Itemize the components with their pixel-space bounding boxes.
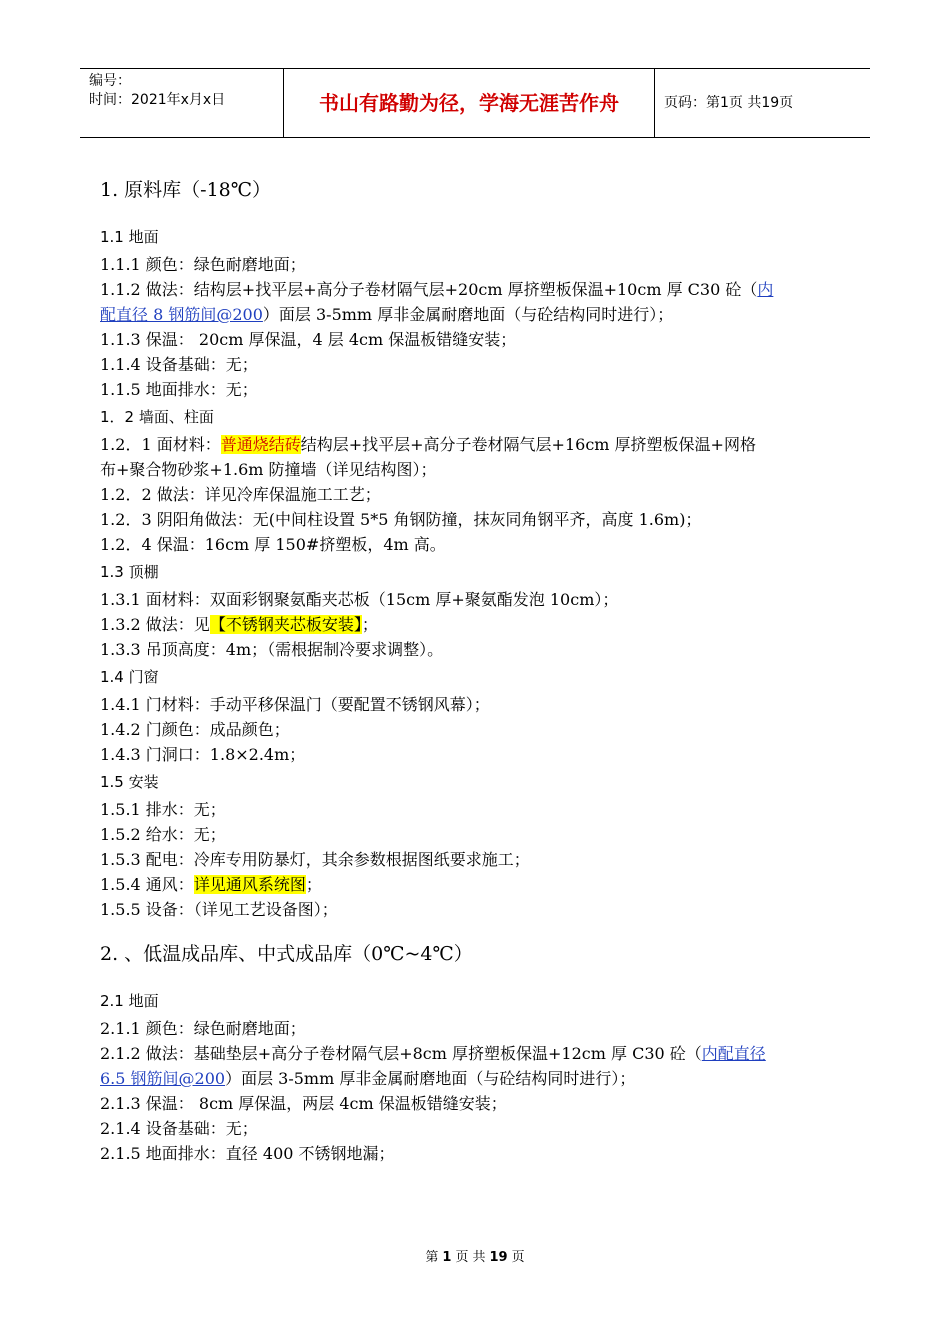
item-1-1-2 [100, 277, 860, 302]
section-1-title: 1. 原料库（-18℃） [100, 179, 272, 201]
footer-word-ye: 页 [455, 1250, 469, 1265]
item-1-1-3: 1.1.3 保温： 20cm 厚保温，4 层 4cm 保温板错缝安装； [100, 330, 517, 349]
item-1-5-4 [100, 872, 860, 897]
subsection-1-1-title: 1.1 地面 [100, 228, 159, 246]
rebar-spec-link-cont[interactable]: 配直径 8 钢筋间@200 [100, 305, 263, 324]
item-1-3-2-label: 1.3.2 做法：见 [100, 615, 210, 634]
item-1-2-1 [100, 432, 860, 457]
item-1-5-4-label: 1.5.4 通风： [100, 875, 194, 894]
subsection-1-2-title: 1．2 墙面、柱面 [100, 408, 214, 426]
rebar-spec-link-2[interactable]: 内配直径 [701, 1044, 766, 1063]
footer-word-gong: 共 [472, 1250, 486, 1265]
highlight-panel-install: 【不锈钢夹芯板安装】 [209, 615, 362, 634]
item-2-1-2-text: 2.1.2 做法：基础垫层+高分子卷材隔气层+8cm 厚挤塑板保温+12cm 厚 C30 砼（ [100, 1044, 702, 1063]
footer-total-pages: 19 [489, 1250, 508, 1265]
item-1-2-1-cont: 布+聚合物砂浆+1.6m 防撞墙（详见结构图）； [100, 460, 437, 479]
item-1-2-4: 1.2．4 保温：16cm 厚 150#挤塑板，4m 高。 [100, 535, 446, 554]
subsection-2-1-title: 2.1 地面 [100, 992, 159, 1010]
item-1-1-1: 1.1.1 颜色：绿色耐磨地面； [100, 255, 306, 274]
subsection-1-3-title: 1.3 顶棚 [100, 563, 159, 581]
item-2-1-4: 2.1.4 设备基础：无； [100, 1119, 258, 1138]
item-2-1-1: 2.1.1 颜色：绿色耐磨地面； [100, 1019, 306, 1038]
item-1-1-5: 1.1.5 地面排水：无； [100, 380, 258, 399]
item-1-2-2: 1.2．2 做法：详见冷库保温施工工艺； [100, 485, 381, 504]
item-1-5-2: 1.5.2 给水：无； [100, 825, 226, 844]
item-1-1-2-cont [100, 302, 860, 327]
subsection-1-5-title: 1.5 安装 [100, 773, 159, 791]
rebar-spec-link-2-cont[interactable]: 6.5 钢筋间@200 [100, 1069, 226, 1088]
item-1-5-4-end: ； [305, 875, 322, 894]
item-1-5-1: 1.5.1 排水：无； [100, 800, 226, 819]
header-motto-cell [284, 69, 655, 137]
header-page-number: 页码：第1页 共19页 [664, 95, 794, 111]
item-1-3-1: 1.3.1 面材料：双面彩钢聚氨酯夹芯板（15cm 厚+聚氨酯发泡 10cm）； [100, 590, 619, 609]
item-1-2-1-text: 结构层+找平层+高分子卷材隔气层+16cm 厚挤塑板保温+网格 [300, 435, 756, 454]
document-header [80, 68, 870, 138]
header-info-cell [80, 69, 284, 137]
item-1-3-2-end: ； [361, 615, 378, 634]
item-1-2-1-label: 1.2．1 面材料： [100, 435, 221, 454]
item-1-1-2-text: 1.1.2 做法：结构层+找平层+高分子卷材隔气层+20cm 厚挤塑板保温+10cm 厚 C30 砼（ [100, 280, 758, 299]
header-page-cell [655, 69, 870, 137]
page-footer [0, 1246, 950, 1265]
item-2-1-2-cont [100, 1066, 860, 1091]
document-body [100, 170, 860, 1166]
item-1-2-3: 1.2．3 阴阳角做法：无(中间柱设置 5*5 角钢防撞，抹灰同角钢平齐，高度 1.6m)； [100, 510, 702, 529]
highlight-brick: 普通烧结砖 [220, 435, 301, 454]
item-2-1-2 [100, 1041, 860, 1066]
highlight-ventilation: 详见通风系统图 [193, 875, 306, 894]
document-code-label: 编号： [89, 73, 131, 89]
section-2-title: 2. 、低温成品库、中式成品库（0℃~4℃） [100, 943, 473, 965]
item-1-1-4: 1.1.4 设备基础：无； [100, 355, 258, 374]
item-1-5-5: 1.5.5 设备：（详见工艺设备图）； [100, 900, 338, 919]
item-1-4-1: 1.4.1 门材料：手动平移保温门（要配置不锈钢风幕）； [100, 695, 490, 714]
subsection-1-4-title: 1.4 门窗 [100, 668, 159, 686]
rebar-spec-link[interactable]: 内 [757, 280, 774, 299]
header-motto: 书山有路勤为径，学海无涯苦作舟 [319, 91, 619, 115]
item-1-3-2 [100, 612, 860, 637]
footer-word-di: 第 [425, 1250, 439, 1265]
item-1-4-3: 1.4.3 门洞口：1.8×2.4m； [100, 745, 306, 764]
footer-page-number: 1 [442, 1250, 452, 1265]
document-date: 时间：2021年x月x日 [89, 92, 226, 108]
item-1-1-2-text-cont: ）面层 3-5mm 厚非金属耐磨地面（与砼结构同时进行）； [262, 305, 674, 324]
item-2-1-3: 2.1.3 保温： 8cm 厚保温，两层 4cm 保温板错缝安装； [100, 1094, 507, 1113]
item-1-3-3: 1.3.3 吊顶高度：4m；（需根据制冷要求调整）。 [100, 640, 444, 659]
item-1-4-2: 1.4.2 门颜色：成品颜色； [100, 720, 290, 739]
item-1-5-3: 1.5.3 配电：冷库专用防暴灯，其余参数根据图纸要求施工； [100, 850, 530, 869]
item-2-1-5: 2.1.5 地面排水：直径 400 不锈钢地漏； [100, 1144, 395, 1163]
footer-word-ye-2: 页 [511, 1250, 525, 1265]
item-2-1-2-text-cont: ）面层 3-5mm 厚非金属耐磨地面（与砼结构同时进行）； [225, 1069, 636, 1088]
